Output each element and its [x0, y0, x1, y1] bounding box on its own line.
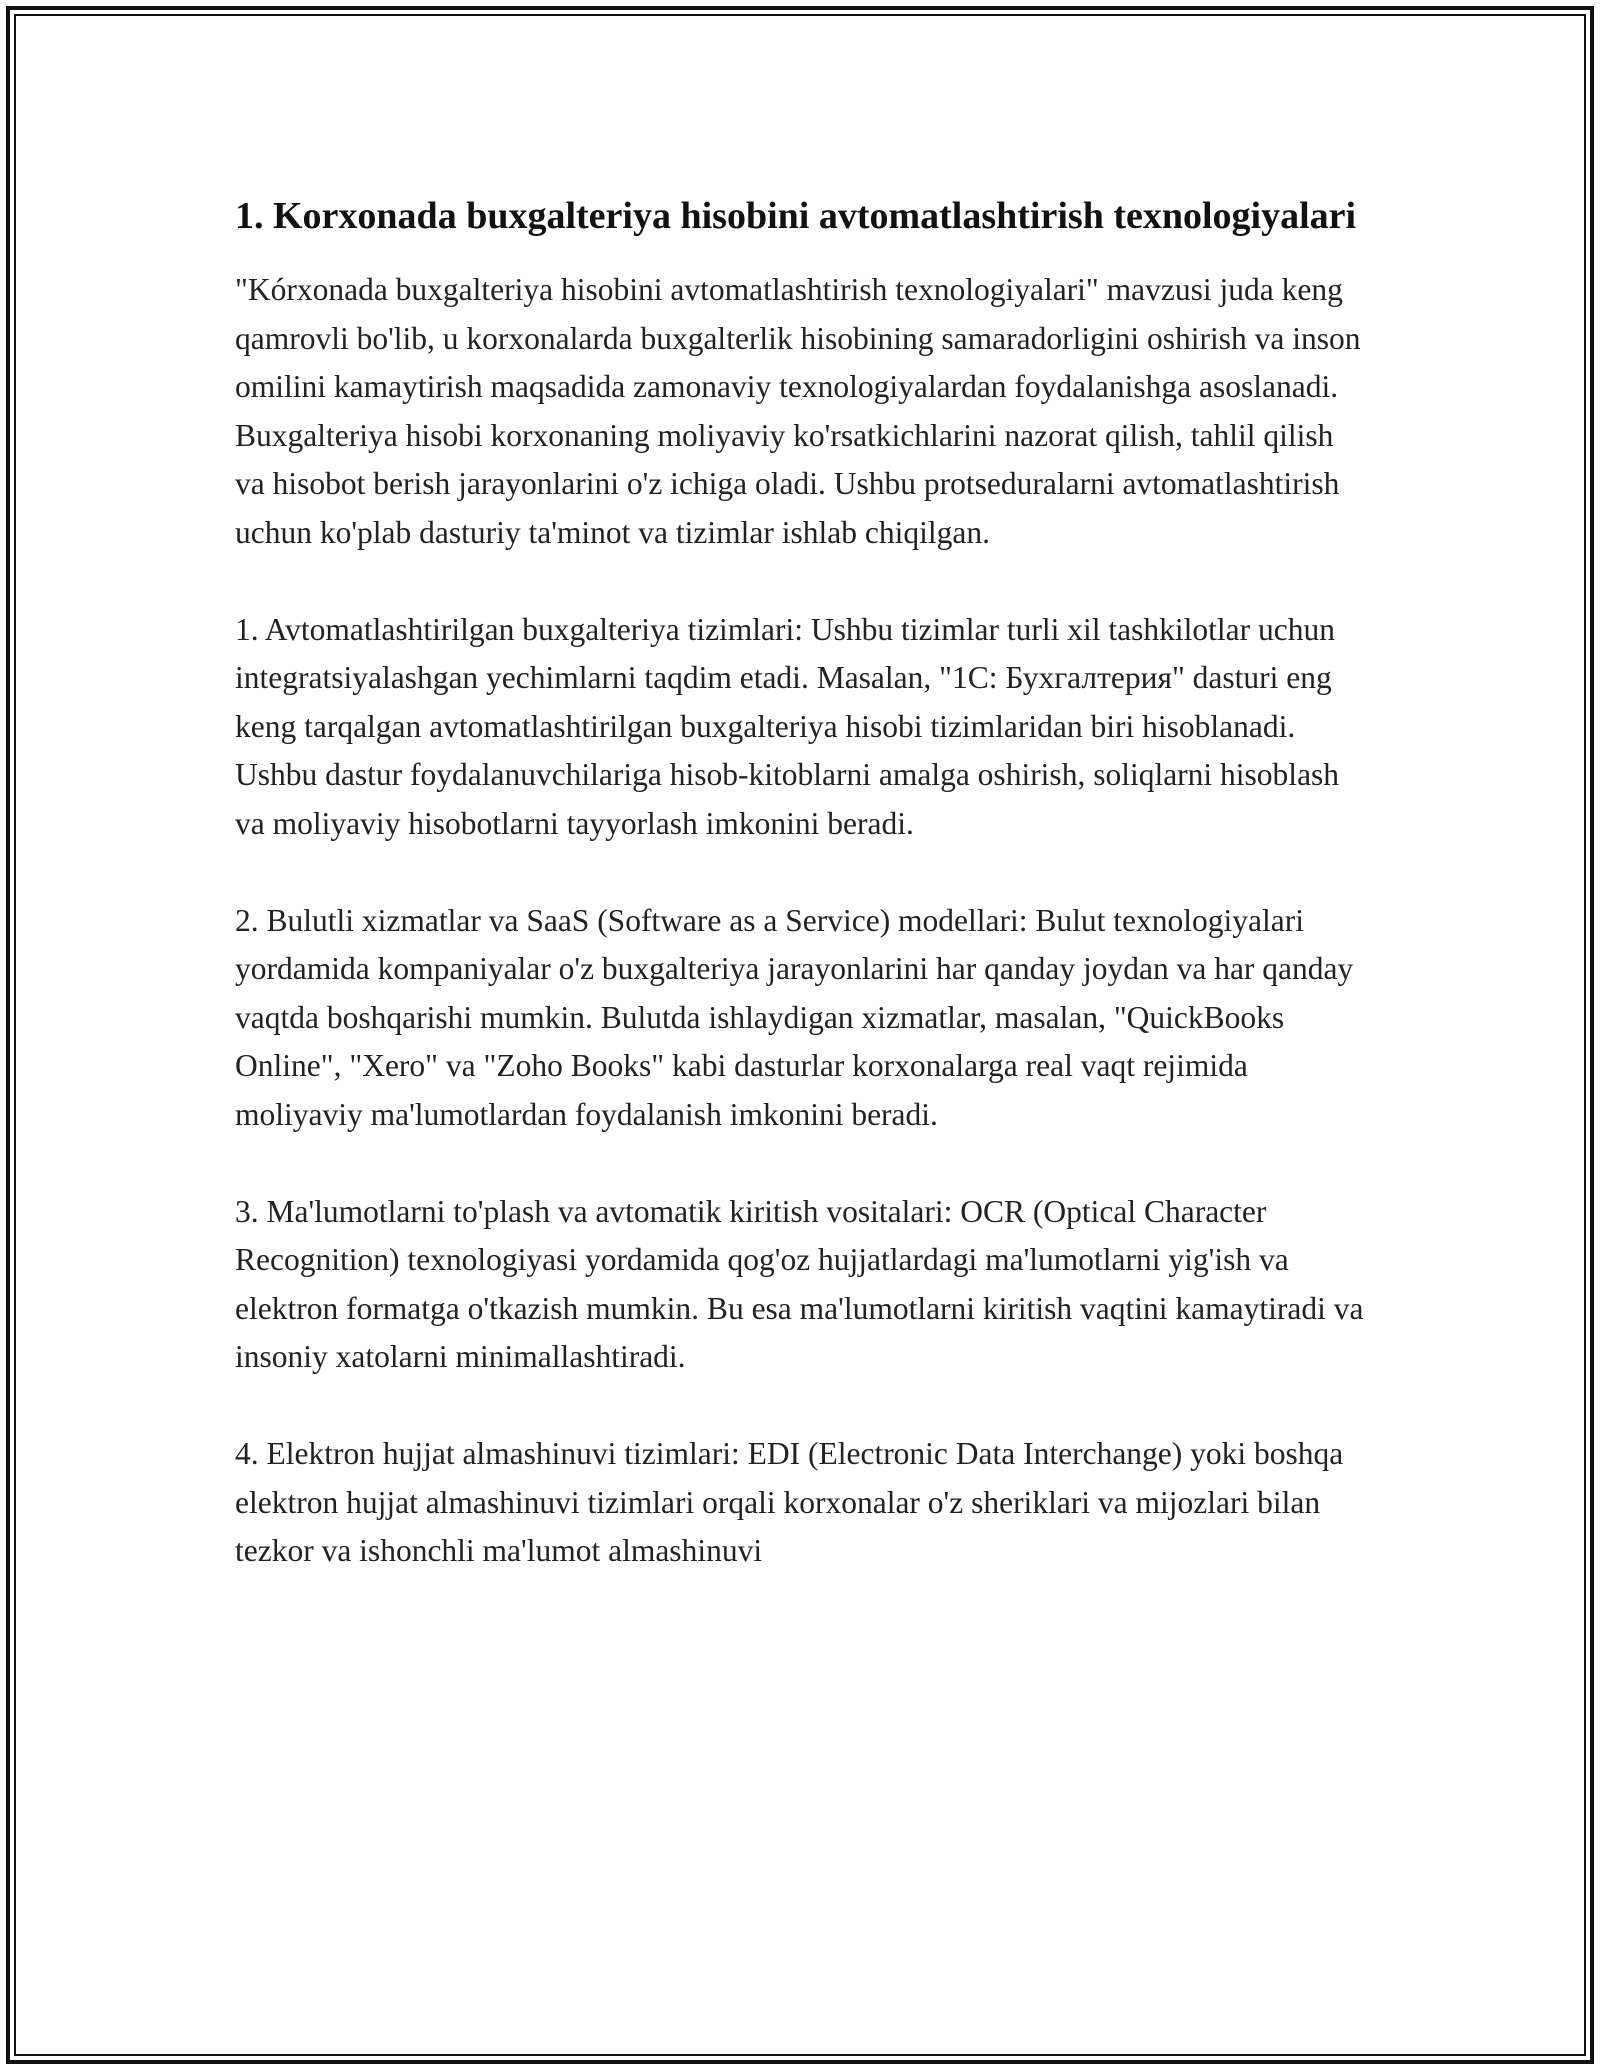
document-title: 1. Korxonada buxgalteriya hisobini avtomatlashtirish texnologiyalari	[235, 195, 1357, 237]
intro-paragraph: "Kórxonada buxgalteriya hisobini avtomatlashtirish texnologiyalari" mavzusi juda keng qamrovli bo'lib, u korxonalarda buxgalterlik hisobining samaradorligini oshirish va inson omilini kamaytirish maqsadida zamonaviy texnologiyalardan foydalanishga asoslanadi. Buxgalteriya hisobi korxonaning moliyaviy ko'rsatkichlarini nazorat qilish, tahlil qilish va hisobot berish jarayonlarini o'z ichiga oladi. Ushbu protseduralarni avtomatlashtirish uchun ko'plab dasturiy ta'minot va tizimlar ishlab chiqilgan.	[235, 272, 1361, 550]
paragraph-1-automated-systems: 1. Avtomatlashtirilgan buxgalteriya tizimlari: Ushbu tizimlar turli xil tashkilotlar uchun integratsiyalashgan yechimlarni taqdim etadi. Masalan, "1С: Бухгалтерия" dasturi eng keng tarqalgan avtomatlashtirilgan buxgalteriya hisobi tizimlaridan biri hisoblanadi. Ushbu dastur foydalanuvchilariga hisob-kitoblarni amalga oshirish, soliqlarni hisoblash va moliyaviy hisobotlarni tayyorlash imkonini beradi.	[235, 611, 1340, 841]
document-body	[235, 188, 1370, 1576]
paragraph-4-edi-systems: 4. Elektron hujjat almashinuvi tizimlari: EDI (Electronic Data Interchange) yoki boshqa elektron hujjat almashinuvi tizimlari orqali korxonalar o'z sheriklari va mijozlari bilan tezkor va ishonchli ma'lumot almashinuvi	[235, 1436, 1344, 1568]
paragraph-2-cloud-saas: 2. Bulutli xizmatlar va SaaS (Software as a Service) modellari: Bulut texnologiyalari yordamida kompaniyalar o'z buxgalteriya jarayonlarini har qanday joydan va har qanday vaqtda boshqarishi mumkin. Bulutda ishlaydigan xizmatlar, masalan, "QuickBooks Online", "Xero" va "Zoho Books" kabi dasturlar korxonalarga real vaqt rejimida moliyaviy ma'lumotlardan foydalanish imkonini beradi.	[235, 902, 1354, 1132]
paragraph-3-ocr-tools: 3. Ma'lumotlarni to'plash va avtomatik kiritish vositalari: OCR (Optical Character Recognition) texnologiyasi yordamida qog'oz hujjatlardagi ma'lumotlarni yig'ish va elektron formatga o'tkazish mumkin. Bu esa ma'lumotlarni kiritish vaqtini kamaytiradi va insoniy xatolarni minimallashtiradi.	[235, 1193, 1364, 1374]
